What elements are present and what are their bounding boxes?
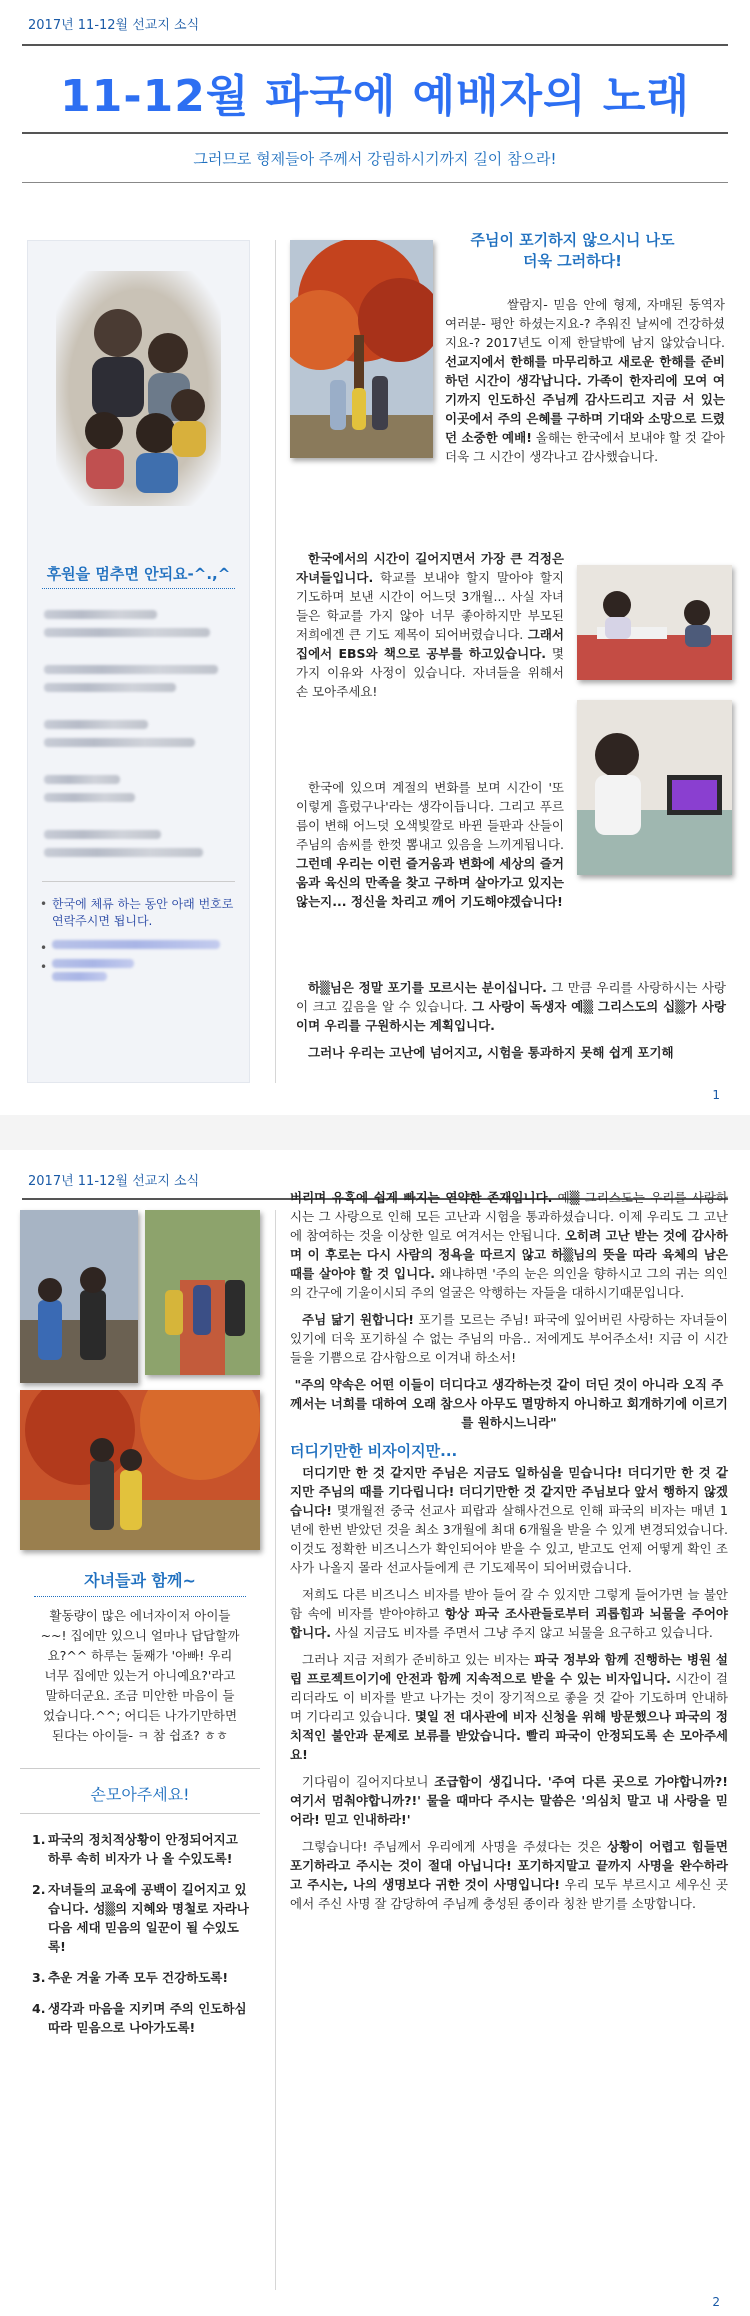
subtitle-rule (22, 182, 728, 183)
article-text: 올해는 한국에서 보내야 할 것 같아 더욱 그 시간이 생각나고 감사했습니다. (445, 430, 725, 464)
contact-info (38, 896, 235, 991)
redacted-contact-2 (38, 959, 235, 981)
article-text-bold: 한국에서의 시간이 길어지면서 가장 큰 걱정은 자녀들입니다. (296, 551, 564, 585)
article-text-bold: 선교지에서 한해를 마무리하고 새로운 한해를 준비하던 시간이 생각납니다. 가족이 한자리에 모여 여기까지 인도하신 주님께 감사드리고 지금 서 있는 이곳에서 주의 은혜를 구하며 기대와 소망으로 드렸던 소중한 예배! (445, 354, 725, 445)
newsletter-title: 11-12월 파국에 예배자의 노래 (60, 71, 690, 122)
redacted-donation-info (44, 601, 233, 866)
article-text-bold: 그러나 우리는 고난에 넘어지고, 시험을 통과하지 못해 쉽게 포기해 (308, 1045, 674, 1060)
article-body-bottom (296, 978, 726, 1070)
article-text-bold: 조급함이 생깁니다. '주여 다른 곳으로 가야합니까?! 여기서 멈춰야합니까?!' 물을 때마다 주시는 말씀은 '의심치 말고 내 사랑을 믿어라! 믿고 인내하라!' (290, 1774, 728, 1827)
article-text-bold: 더디기만 한 것 같지만 주님은 지금도 일하심을 믿습니다! 더디기만 한 것 같지만 주님의 때를 기다립니다! 더디기만한 것 같지만 주님보다 앞서 행하지 않겠습니다! (290, 1465, 728, 1518)
article-text: 왜냐하면 '주의 눈은 의인을 향하시고 그의 귀는 의인의 간구에 기울이시되 주의 얼굴은 악행하는 자들을 대하시기때문입니다. (290, 1266, 728, 1300)
article-text-bold: 파국 정부와 함께 진행하는 병원 설립 프로젝트이기에 안전과 함께 지속적으로 받을 수 있는 비자입니다. (290, 1652, 729, 1686)
newsletter-page-1 (0, 0, 750, 1115)
article-body-lower (296, 778, 726, 919)
prayer-item-text: 파국의 정치적상황이 안정되어지고 하루 속히 비자가 나 올 수있도록! (48, 1832, 238, 1866)
prayer-item-number: 1. (32, 1832, 46, 1847)
support-sidebar (27, 240, 250, 1083)
family-photo (56, 271, 221, 506)
title-rule (22, 132, 728, 134)
article-text: 한국에 있으며 계절의 변화를 보며 시간이 '또 이렇게 흘렀구나'라는 생각이듭니다. 그리고 푸르름이 변해 어느덧 오색빛깔로 바뀐 들판과 산들이 주님의 솜씨를 한껏 뽐내고 있음을 느끼게됩니다. (296, 780, 564, 852)
article-text-bold: 몇일 전 대사관에 비자 신청을 위해 방문했으나 파국의 정치적인 불안과 문제로 보류를 받았습니다. 빨리 파국이 안정되도록 손 모아주세요! (290, 1709, 728, 1762)
prayer-item-text: 생각과 마음을 지키며 주의 인도하심따라 믿음으로 나아가도록! (48, 2001, 247, 2035)
article-text-bold: 항상 파국 조사관들로부터 괴롭힘과 뇌물을 주어야 합니다. (290, 1606, 728, 1640)
prayer-item (32, 1999, 254, 2037)
article-text-bold: 그래서 집에서 EBS와 책으로 공부를 하고있습니다. (296, 627, 564, 661)
article-text: 그 만큼 우리를 사랑하시는 사랑이 크고 깊음을 알 수 있습니다. (296, 980, 727, 1014)
article-text: 쌀람지- 믿음 안에 형제, 자매된 동역자 여러분- 평안 하셨는지요-? 추워진 날씨에 건강하셨지요-? 2017년도 이제 한달밖에 남지 않았습니다. (445, 297, 725, 350)
article-text: 학교를 보내야 할지 말아야 할지 기도하며 보낸 시간이 어느덧 3개월... 사실 자녀들은 학교를 가지 않아 너무 좋아하지만 부모된 저희에겐 큰 기도 제목이 되어버렸습니다. (296, 570, 564, 642)
article-text: 그러나 지금 저희가 준비하고 있는 비자는 (302, 1652, 535, 1667)
article-text: 시간이 걸리더라도 이 비자를 받고 나가는 것이 장기적으로 좋을 것 같아 기도하며 안내하며 기다리고 있습니다. (290, 1671, 729, 1724)
kids-outdoor-image (20, 1210, 138, 1383)
article-text-bold: 하▒님은 정말 포기를 모르시는 분이십니다. (308, 980, 547, 995)
page-gap (0, 1115, 750, 1150)
kids-path-image (145, 1210, 260, 1375)
kids-heading-underline (34, 1596, 246, 1597)
newsletter-subtitle: 그러므로 형제들아 주께서 강림하시기까지 길이 참으라! (193, 150, 557, 168)
article-text: 몇개월전 중국 선교사 피랍과 살해사건으로 인해 파국의 비자는 매년 1년에 한번 받았던 것을 최소 3개월에 최대 6개월을 받을 수 있게 변경되었습니다. 이것도 정확한 비즈니스가 확인되어야 받을 수 있고, 받고도 언제 어떻게 확인 조사가 나올지 몰라 선교사들에게 큰 기도제목이 되어버렸습니다. (290, 1503, 728, 1575)
article-text-bold: 버리며 유혹에 쉽게 빠지는 연약한 존재입니다. (290, 1190, 553, 1205)
kids-studying-photo (577, 565, 732, 680)
article-text-bold: 그런데 우리는 이런 즐거움과 변화에 세상의 즐거움과 육신의 만족을 찾고 구하며 살아가고 있지는 않는지... 정신을 차리고 깨어 기도해야겠습니다! (296, 856, 564, 909)
prayer-item (32, 1830, 254, 1868)
prayer-item (32, 1968, 254, 1987)
newsletter-page-2 (0, 1150, 750, 2316)
prayer-heading: 손모아주세요! (90, 1785, 190, 1804)
support-heading: 후원을 멈추면 안되요-^.,^ (46, 565, 231, 583)
kids-autumn-image (20, 1390, 260, 1550)
prayer-list (32, 1830, 254, 2049)
article-text: 예▒ 그리스도는 우리를 사랑하시는 그 사랑으로 인해 모든 고난과 시험을 통과하셨습니다. 이제 우리도 그 고난에 참여하는 것을 이상한 일로 여겨서는 안됩니다. (290, 1190, 728, 1243)
page-header-label: 2017년 11-12월 선교지 소식 (28, 18, 200, 33)
prayer-item-text: 추운 겨울 가족 모두 건강하도록! (48, 1970, 229, 1985)
article-text-bold: 주님 닮기 원합니다! (302, 1312, 414, 1327)
support-heading-underline (42, 588, 235, 589)
article-text: 그렇습니다! 주님께서 우리에게 사명을 주셨다는 것은 (302, 1839, 608, 1854)
article-text: 기다림이 길어지다보니 (302, 1774, 435, 1789)
kids-outdoor-photo (20, 1210, 138, 1383)
article-text: 우리 모두 부르시고 세우신 곳에서 주신 사명 잘 감당하여 주님께 충성된 종이라 칭찬 받기를 소망합니다. (290, 1877, 728, 1911)
prayer-divider (20, 1813, 260, 1814)
article-text: 사실 지금도 비자를 주면서 그냥 주지 않고 뇌물을 요구하고 있습니다. (330, 1625, 713, 1640)
header-rule (22, 44, 728, 46)
visa-heading: 더디기만한 비자이지만... (290, 1442, 458, 1460)
contact-note: • 한국에 체류 하는 동안 아래 번호로 연락주시면 됩니다. (38, 896, 235, 930)
sidebar-divider (42, 881, 235, 882)
article-text-bold: 그 사랑이 독생자 예▒ 그리스도의 십▒가 사랑이며 우리를 구원하시는 계획입니다. (296, 999, 726, 1033)
redacted-contact-1 (38, 940, 235, 949)
kids-studying-image (577, 565, 732, 680)
column-divider (275, 240, 276, 1083)
prayer-item (32, 1880, 254, 1956)
article-text: 포기를 모르는 주님! 파국에 잎어버린 사랑하는 자녀들이 있기에 더욱 포기하실 수 없는 주님의 마음.. 저에게도 부어주소서! 지금 이 시간들을 기쁨으로 감사함으로 이겨내 하소서! (290, 1312, 728, 1365)
prayer-item-number: 2. (32, 1882, 46, 1897)
prayer-item-number: 3. (32, 1970, 46, 1985)
article-body-mid (296, 549, 564, 709)
family-photo-image (56, 271, 221, 506)
autumn-tree-image (290, 240, 433, 458)
column-divider (275, 1210, 276, 2290)
kids-text: 활동량이 많은 에너자이저 아이들~~! 집에만 있으니 얼마나 답답할까요?^^ 하루는 둘째가 '아빠! 우리 너무 집에만 있는거 아니예요?'라고 말하더군요. 조금 미안한 마음이 들었습니다.^^; 어디든 나가기만하면 된다는 아이들- ㅋ 참 쉽죠? ㅎㅎ (40, 1608, 240, 1743)
kids-path-photo (145, 1210, 260, 1375)
page-header-label: 2017년 11-12월 선교지 소식 (28, 1174, 200, 1189)
page-number: 1 (712, 1088, 720, 1102)
kids-heading: 자녀들과 함께~ (84, 1571, 196, 1590)
prayer-item-text: 자녀들의 교육에 공백이 길어지고 있습니다. 성▒의 지혜와 명철로 자라나 다음 세대 믿음의 일꾼이 될 수있도록! (48, 1882, 249, 1954)
article-heading: 주님이 포기하지 않으시니 나도 더욱 그러하다! (470, 231, 675, 270)
autumn-tree-photo (290, 240, 433, 458)
page-number: 2 (712, 2295, 720, 2309)
article-text: 저희도 다른 비즈니스 비자를 받아 들어 갈 수 있지만 그렇게 들어가면 늘 불안함 속에 비자를 받아야하고 (290, 1587, 728, 1621)
article-text-bold: 상황이 어렵고 힘들면 포기하라고 주시는 것이 절대 아닙니다! 포기하지말고 끝까지 사명을 완수하라고 주시는, 나의 생명보다 귀한 것이 사명입니다! (290, 1839, 728, 1892)
article-body-top (445, 295, 725, 474)
prayer-item-number: 4. (32, 2001, 46, 2016)
page2-article-body (290, 1188, 728, 1921)
article-text-bold: 오히려 고난 받는 것에 감사하며 이 후로는 다시 사람의 정욕을 따르지 않고 하▒님의 뜻을 따라 육체의 남은 때를 살아야 할 것 입니다. (290, 1228, 728, 1281)
kids-divider (20, 1768, 260, 1769)
article-text: 몇 가지 이유와 사정이 있습니다. 자녀들을 위해서 손 모아주세요! (296, 646, 564, 699)
kids-autumn-photo (20, 1390, 260, 1550)
scripture-quote: "주의 약속은 어떤 이들이 더디다고 생각하는것 같이 더딘 것이 아니라 오직 주께서는 너희를 대하여 오래 참으사 아무도 멸망하지 아니하고 회개하기에 이르기를 원하시느니라" (290, 1377, 728, 1430)
